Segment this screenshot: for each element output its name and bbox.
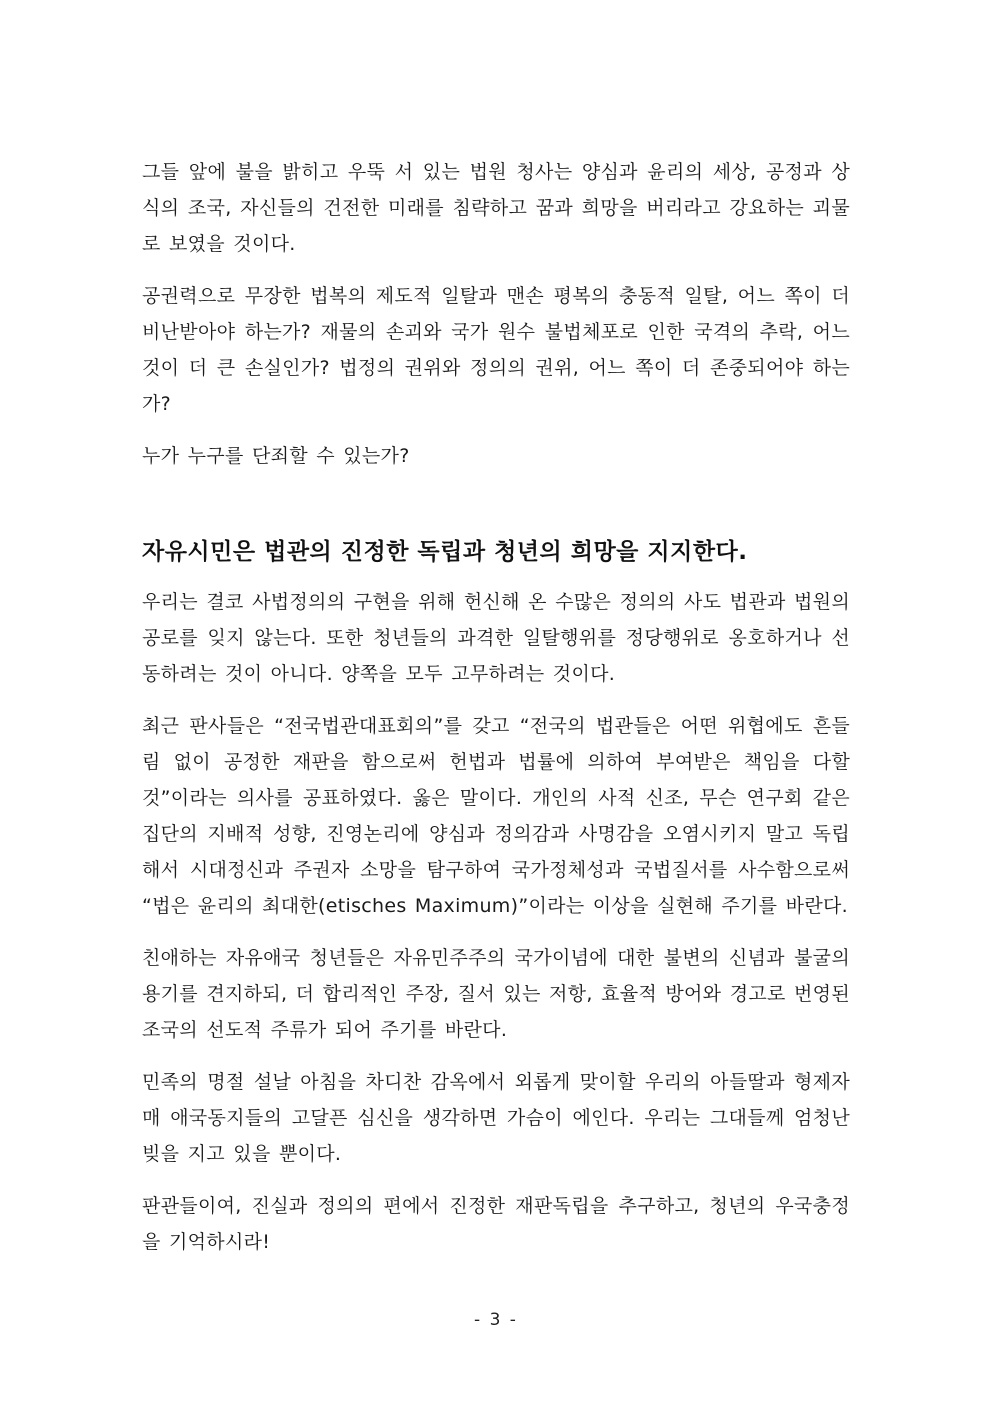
intro-section bbox=[142, 154, 850, 474]
intro-paragraph-3: 누가 누구를 단죄할 수 있는가? bbox=[142, 445, 410, 467]
section-heading: 자유시민은 법관의 진정한 독립과 청년의 희망을 지지한다. bbox=[142, 539, 748, 565]
section-paragraph-3: 친애하는 자유애국 청년들은 자유민주주의 국가이념에 대한 불변의 신념과 불굴의 용기를 견지하되, 더 합리적인 주장, 질서 있는 저항, 효율적 방어와 경고로 번영된 조국의 선도적 주류가 되어 주기를 바란다. bbox=[142, 947, 850, 1041]
intro-paragraph-2: 공권력으로 무장한 법복의 제도적 일탈과 맨손 평복의 충동적 일탈, 어느 쪽이 더 비난받아야 하는가? 재물의 손괴와 국가 원수 불법체포로 인한 국격의 추락, 어느 것이 더 큰 손실인가? 법정의 권위와 정의의 권위, 어느 쪽이 더 존중되어야 하는가? bbox=[142, 285, 850, 415]
section-paragraph-5: 판관들이여, 진실과 정의의 편에서 진정한 재판독립을 추구하고, 청년의 우국충정을 기억하시라! bbox=[142, 1195, 850, 1253]
section-paragraph-1: 우리는 결코 사법정의의 구현을 위해 헌신해 온 수많은 정의의 사도 법관과 법원의 공로를 잊지 않는다. 또한 청년들의 과격한 일탈행위를 정당행위로 옹호하거나 선동하려는 것이 아니다. 양쪽을 모두 고무하려는 것이다. bbox=[142, 591, 850, 685]
section-paragraph-2: 최근 판사들은 “전국법관대표회의”를 갖고 “전국의 법관들은 어떤 위협에도 흔들림 없이 공정한 재판을 함으로써 헌법과 법률에 의하여 부여받은 책임을 다할 것”이라는 의사를 공표하였다. 옳은 말이다. 개인의 사적 신조, 무슨 연구회 같은 집단의 지배적 성향, 진영논리에 양심과 정의감과 사명감을 오염시키지 말고 독립해서 시대정신과 주권자 소망을 탐구하여 국가정체성과 국법질서를 사수함으로써 “법은 윤리의 최대한(etisches Maximum)”이라는 이상을 실현해 주기를 바란다. bbox=[142, 715, 850, 917]
document-page bbox=[142, 154, 850, 1260]
section-paragraph-4: 민족의 명절 설날 아침을 차디찬 감옥에서 외롭게 맞이할 우리의 아들딸과 형제자매 애국동지들의 고달픈 심신을 생각하면 가슴이 에인다. 우리는 그대들께 엄청난 빚을 지고 있을 뿐이다. bbox=[142, 1071, 850, 1165]
intro-paragraph-1: 그들 앞에 불을 밝히고 우뚝 서 있는 법원 청사는 양심과 윤리의 세상, 공정과 상식의 조국, 자신들의 건전한 미래를 침략하고 꿈과 희망을 버리라고 강요하는 괴물로 보였을 것이다. bbox=[142, 161, 850, 255]
section-body bbox=[142, 584, 850, 1260]
page-number: - 3 - bbox=[474, 1310, 518, 1330]
